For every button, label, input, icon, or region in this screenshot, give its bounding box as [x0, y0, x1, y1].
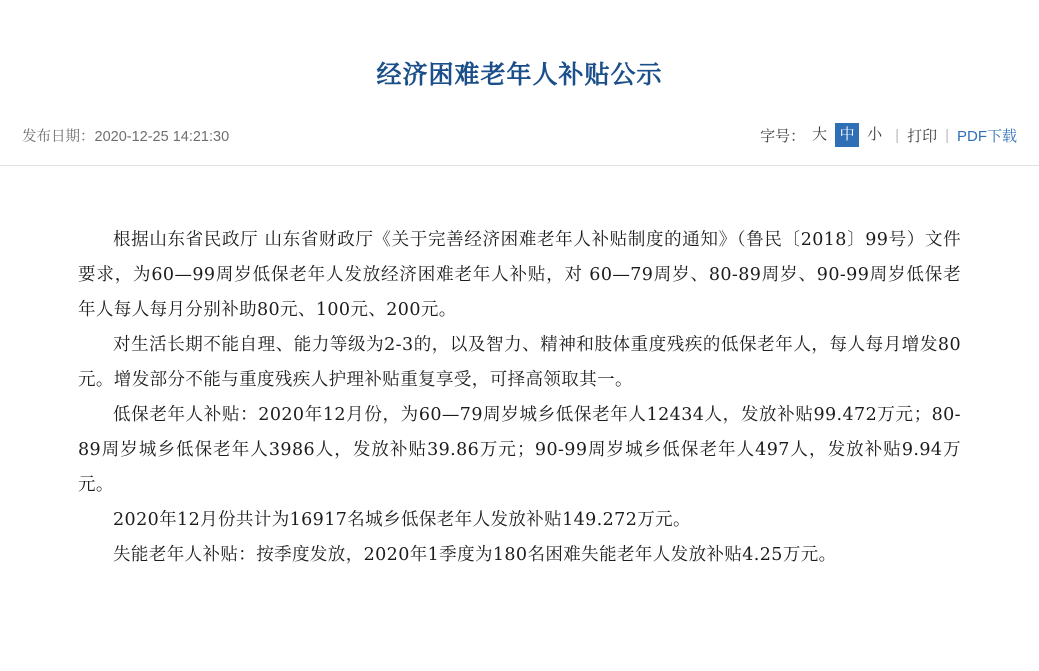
body-paragraph: 2020年12月份共计为16917名城乡低保老年人发放补贴149.272万元。 — [113, 510, 691, 531]
font-size-small-button[interactable]: 小 — [867, 126, 883, 144]
body-paragraph: 失能老年人补贴：按季度发放，2020年1季度为180名困难失能老年人发放补贴4.25万元。 — [113, 545, 837, 566]
toolbar-separator-1: | — [895, 126, 900, 144]
document-toolbar — [760, 123, 1017, 147]
body-paragraph: 根据山东省民政厅 山东省财政厅《关于完善经济困难老年人补贴制度的通知》（鲁民〔2018〕99号）文件要求，为60—99周岁低保老年人发放经济困难老年人补贴，对 60—79周岁、80-89周岁、90-99周岁低保老年人每人每月分别补助80元、100元、200元。 — [78, 230, 961, 321]
body-paragraph: 对生活长期不能自理、能力等级为2-3的，以及智力、精神和肢体重度残疾的低保老年人，每人每月增发80元。增发部分不能与重度残疾人护理补贴重复享受，可择高领取其一。 — [78, 335, 961, 391]
document-page — [0, 17, 1039, 671]
header-divider — [0, 165, 1039, 166]
publish-date-value: 2020-12-25 14:21:30 — [94, 129, 230, 146]
pdf-download-link[interactable]: PDF下载 — [956, 127, 1017, 145]
publish-date-label: 发布日期： — [22, 129, 95, 146]
body-paragraph: 低保老年人补贴：2020年12月份，为60—79周岁城乡低保老年人12434人，发放补贴99.472万元；80-89周岁城乡低保老年人3986人，发放补贴39.86万元；90-99周岁城乡低保老年人497人，发放补贴9.94万元。 — [78, 405, 961, 496]
publish-info — [22, 125, 229, 146]
font-size-medium-button[interactable]: 中 — [835, 123, 859, 147]
page-title: 经济困难老年人补贴公示 — [376, 60, 663, 89]
font-size-label: 字号： — [760, 127, 806, 145]
font-size-large-button[interactable]: 大 — [812, 126, 828, 144]
toolbar-separator-2: | — [945, 126, 949, 144]
meta-bar — [0, 119, 1039, 161]
print-button[interactable]: 打印 — [907, 127, 938, 145]
document-body — [0, 223, 1039, 573]
